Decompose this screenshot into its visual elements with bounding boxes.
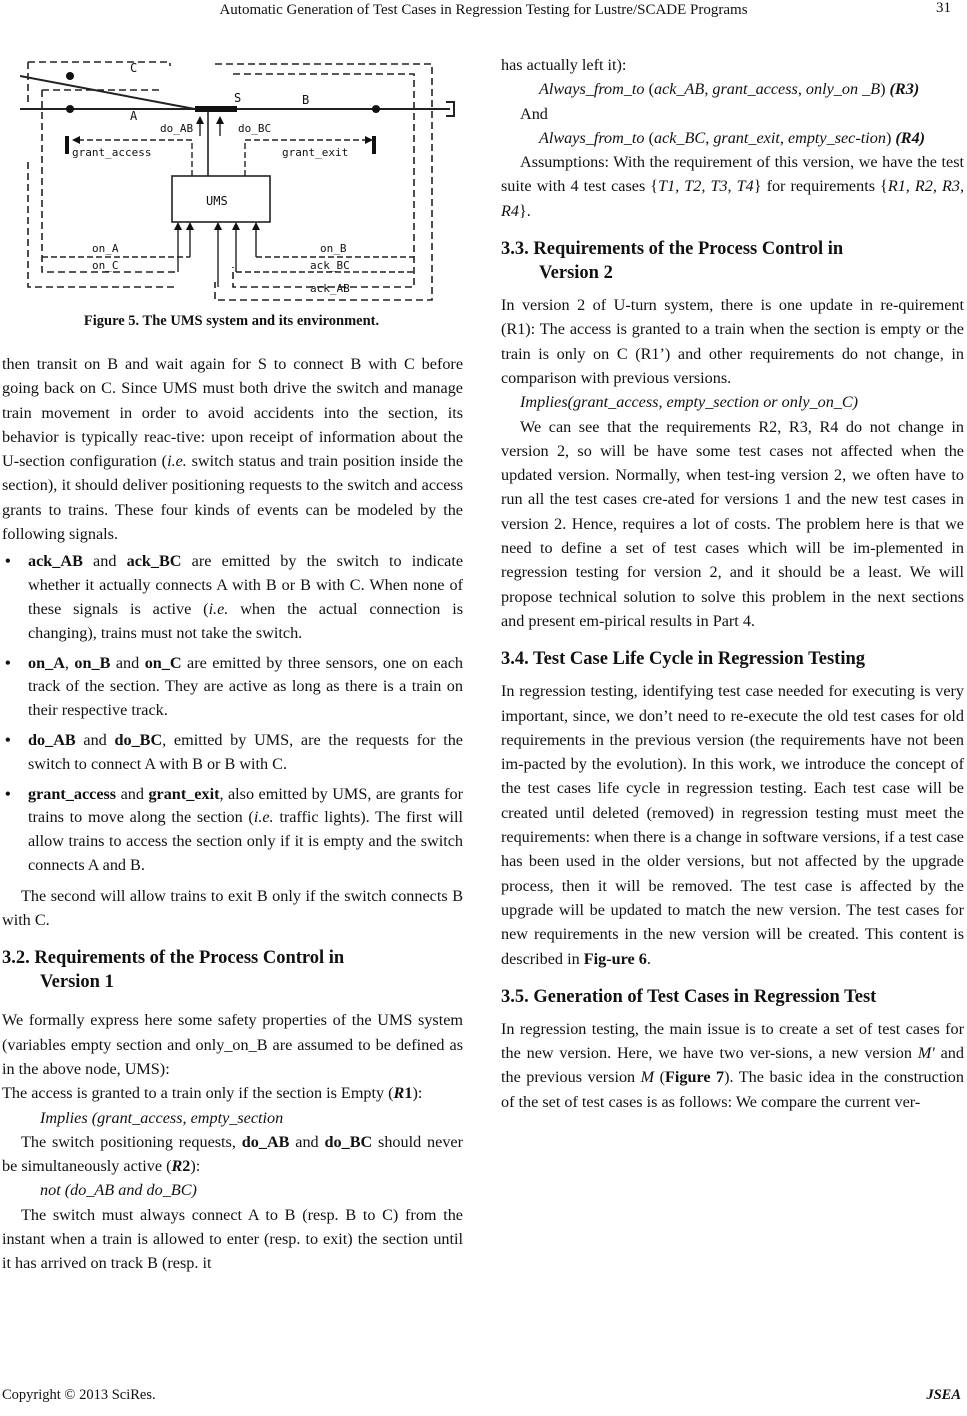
- paragraph: The switch positioning requests, do_AB and do_BC should never be simultaneously active (R2):: [2, 1132, 463, 1176]
- label-ack-bc: ack_BC: [310, 259, 350, 272]
- list-item: • on_A, on_B and on_C are emitted by three sensors, one on each track of the section. They are active as long as there is a train on their respective track.: [5, 653, 464, 720]
- section-heading-3-2: 3.2. Requirements of the Process Control in Version 1: [2, 948, 345, 993]
- copyright: Copyright © 2013 SciRes.: [2, 1387, 156, 1403]
- list-item: • grant_access and grant_exit, also emitted by UMS, are grants for trains to move along the section (i.e. traffic lights). The first will allow trains to access the section only if it is empty and the switch connects A and B.: [5, 784, 464, 874]
- grant-access-arrowhead: [72, 136, 80, 144]
- paragraph: We can see that the requirements R2, R3, R4 do not change in version 2, so will be have some test cases not affected when the updated version. Normally, when test-ing version 2, we often have to run all the test cases cre-ated for versions 1 and the new test cases in version 2. Hence, requires a lot of costs. The problem here is that we need to define a set of test cases which will be im-plemented in regression testing for version 2, and it should be a least. We will propose technical solution to solve this problem in the next sections and present em-pirical results in Part 4.: [501, 417, 964, 630]
- paragraph: The switch must always connect A to B (resp. B to C) from the instant when a train is allowed to enter (resp. to exit) the section until it has arrived on track B (resp. it: [2, 1205, 463, 1273]
- label-a: A: [130, 109, 138, 123]
- list-item: • do_AB and do_BC, emitted by UMS, are the requests for the switch to connect A with B or B with C.: [5, 730, 463, 773]
- ack-ab-arrowhead: [214, 222, 222, 230]
- on-a-arrowhead: [186, 222, 194, 230]
- label-s: S: [234, 91, 242, 105]
- signal-left-icon: [65, 136, 69, 154]
- conjunction: And: [520, 104, 548, 123]
- label-ums: UMS: [206, 194, 228, 208]
- running-title: Automatic Generation of Test Cases in Regression Testing for Lustre/SCADE Programs: [219, 2, 748, 18]
- ack-bc-arrowhead: [232, 222, 240, 230]
- track-c: [20, 76, 200, 110]
- section-heading-3-4: 3.4. Test Case Life Cycle in Regression Testing: [501, 649, 866, 670]
- section-heading-3-5: 3.5. Generation of Test Cases in Regression Test: [501, 986, 877, 1007]
- formula-r1-prime: Implies(grant_access, empty_section or only_on_C): [520, 393, 859, 412]
- paragraph: has actually left it):: [501, 56, 627, 74]
- formula-r2: not (do_AB and do_BC): [40, 1181, 197, 1200]
- sensor-b-dot: [372, 105, 380, 113]
- label-do-bc: do_BC: [238, 122, 272, 135]
- paragraph: then transit on B and wait again for S to connect B with C before going back on C. Since UMS must both drive the switch and manage train movement in order to avoid accidents into the section, its behavior is typically reac-tive: upon receipt of information about the U-section configuration (i.e. switch status and train position inside the section), it should deliver positioning requests to the switch and access grants to trains. These four kinds of events can be modeled by the following signals.: [2, 355, 464, 544]
- label-do-ab: do_AB: [160, 122, 194, 135]
- sensor-c-dot: [66, 72, 74, 80]
- formula-r3: Always_from_to (ack_AB, grant_access, only_on _B) (R3): [539, 80, 920, 99]
- list-item: • ack_AB and ack_BC are emitted by the switch to indicate whether it actually connects A with B or B with C. When none of these signals is active (i.e. when the actual connection is changing), trains must not take the switch.: [5, 552, 464, 642]
- label-ack-ab: ack_AB: [310, 282, 350, 295]
- paragraph: The access is granted to a train only if the section is Empty (R1):: [2, 1084, 423, 1103]
- page-number: 31: [936, 0, 951, 16]
- formula-r4: Always_from_to (ack_BC, grant_exit, empty_sec-tion) (R4): [539, 128, 926, 147]
- label-on-b: on_B: [320, 242, 347, 255]
- switch-s: [195, 106, 237, 112]
- grant-exit-arrowhead: [365, 136, 373, 144]
- paragraph: The second will allow trains to exit B only if the switch connects B with C.: [2, 886, 463, 930]
- signal-list: [2, 550, 463, 877]
- do-bc-arrowhead: [216, 116, 224, 124]
- label-grant-exit: grant_exit: [282, 146, 349, 159]
- journal-name: JSEA: [926, 1387, 961, 1403]
- left-column: [2, 352, 463, 1276]
- label-grant-access: grant_access: [72, 146, 152, 159]
- label-on-c: on_C: [92, 259, 119, 272]
- label-c: C: [130, 61, 138, 75]
- section-heading-3-3: 3.3. Requirements of the Process Control in Version 2: [501, 239, 844, 284]
- sensor-a-dot: [66, 105, 74, 113]
- formula-r1: Implies (grant_access, empty_section: [40, 1108, 284, 1127]
- label-on-a: on_A: [92, 242, 119, 255]
- paragraph: In regression testing, the main issue is to create a set of test cases for the new version. Here, we have two ver-sions, a new version M' and the previous version M (Figure 7). The basic idea in the construction of the set of test cases is as follows: We compare the current ver-: [501, 1019, 964, 1111]
- figure-caption: Figure 5. The UMS system and its environment.: [83, 313, 380, 329]
- figure-ums-diagram: [20, 52, 460, 302]
- on-b-arrowhead: [252, 222, 260, 230]
- paragraph: We formally express here some safety properties of the UMS system (variables empty section and only_on_B are assumed to be defined as in the above node, UMS):: [2, 1011, 463, 1078]
- paragraph: Assumptions: With the requirement of this version, we have the test suite with 4 test cases {T1, T2, T3, T4} for requirements {R1, R2, R3, R4}.: [501, 153, 964, 220]
- page-header: [0, 0, 967, 30]
- ums-diagram-svg: [20, 52, 460, 302]
- on-c-arrowhead: [174, 222, 182, 230]
- paragraph: In regression testing, identifying test case needed for executing is very important, since, we don’t need to re-execute the old test cases for old requirements in the previous version (the requirements have not been im-pacted by the evolution). In this work, we introduce the concept of the test cases life cycle in regression testing. Each test case will be created until deleted (removed) in regression testing must meet the requirements: when there is a change in software versions, if a test case has been used in the older versions, but not affected by the upgrade process, then it will be removed. The test case is affected by the upgrade will be updated to match the new version. The test cases for new requirements in the new version will be created. This content is described in Fig-ure 6.: [501, 682, 964, 968]
- signal-right-icon: [372, 136, 376, 154]
- paragraph: In version 2 of U-turn system, there is one update in re-quirement (R1): The access is granted to a train when the section is empty or the train is only on C (R1’) and other requirements do not change, in comparison with previous versions.: [501, 296, 964, 387]
- do-ab-arrowhead: [196, 116, 204, 124]
- label-b: B: [302, 93, 310, 107]
- right-column: [501, 53, 964, 1114]
